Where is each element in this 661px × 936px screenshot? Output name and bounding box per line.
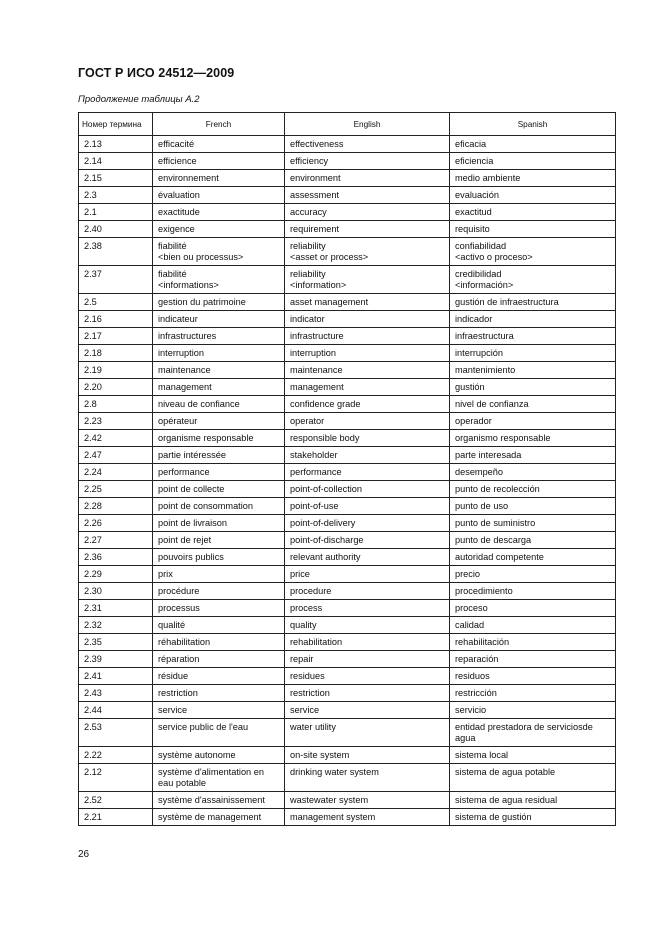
english-term-cell: confidence grade: [285, 396, 450, 413]
french-term-cell: point de livraison: [153, 515, 285, 532]
term-number-cell: 2.24: [79, 464, 153, 481]
english-term-cell: responsible body: [285, 430, 450, 447]
french-term-cell: procédure: [153, 583, 285, 600]
english-term-cell: effectiveness: [285, 136, 450, 153]
table-body: [79, 136, 616, 826]
spanish-term-cell: requisito: [450, 221, 616, 238]
french-term-cell: infrastructures: [153, 328, 285, 345]
english-term-cell: quality: [285, 617, 450, 634]
french-term-cell: organisme responsable: [153, 430, 285, 447]
table-row: [79, 238, 616, 266]
table-row: [79, 549, 616, 566]
french-term-cell: processus: [153, 600, 285, 617]
spanish-term-cell: entidad prestadora de serviciosde agua: [450, 719, 616, 747]
spanish-term-cell: punto de descarga: [450, 532, 616, 549]
term-number-cell: 2.15: [79, 170, 153, 187]
french-term-cell: restriction: [153, 685, 285, 702]
table-row: [79, 583, 616, 600]
term-number-cell: 2.41: [79, 668, 153, 685]
column-header-french: French: [153, 113, 285, 136]
table-row: [79, 447, 616, 464]
english-term-cell: management system: [285, 809, 450, 826]
table-row: [79, 685, 616, 702]
table-row: [79, 136, 616, 153]
french-term-cell: système d'alimentation en eau potable: [153, 764, 285, 792]
table-row: [79, 617, 616, 634]
term-number-cell: 2.23: [79, 413, 153, 430]
spanish-term-cell: rehabilitación: [450, 634, 616, 651]
english-term-cell: procedure: [285, 583, 450, 600]
term-number-cell: 2.27: [79, 532, 153, 549]
english-term-cell: indicator: [285, 311, 450, 328]
english-term-cell: process: [285, 600, 450, 617]
french-term-cell: point de rejet: [153, 532, 285, 549]
spanish-term-cell: punto de recolección: [450, 481, 616, 498]
english-term-cell: operator: [285, 413, 450, 430]
spanish-term-cell: nivel de confianza: [450, 396, 616, 413]
spanish-term-cell: sistema de agua potable: [450, 764, 616, 792]
term-number-cell: 2.42: [79, 430, 153, 447]
spanish-term-cell: sistema de agua residual: [450, 792, 616, 809]
term-number-cell: 2.40: [79, 221, 153, 238]
term-number-cell: 2.52: [79, 792, 153, 809]
table-row: [79, 481, 616, 498]
french-term-cell: pouvoirs publics: [153, 549, 285, 566]
french-term-cell: système autonome: [153, 747, 285, 764]
term-number-cell: 2.39: [79, 651, 153, 668]
spanish-term-cell: credibilidad <información>: [450, 266, 616, 294]
english-term-cell: efficiency: [285, 153, 450, 170]
spanish-term-cell: indicador: [450, 311, 616, 328]
spanish-term-cell: eficiencia: [450, 153, 616, 170]
spanish-term-cell: residuos: [450, 668, 616, 685]
french-term-cell: gestion du patrimoine: [153, 294, 285, 311]
table-row: [79, 515, 616, 532]
table-row: [79, 294, 616, 311]
term-number-cell: 2.38: [79, 238, 153, 266]
spanish-term-cell: desempeño: [450, 464, 616, 481]
spanish-term-cell: proceso: [450, 600, 616, 617]
table-row: [79, 747, 616, 764]
spanish-term-cell: organismo responsable: [450, 430, 616, 447]
spanish-term-cell: mantenimiento: [450, 362, 616, 379]
english-term-cell: environment: [285, 170, 450, 187]
french-term-cell: environnement: [153, 170, 285, 187]
table-row: [79, 566, 616, 583]
term-number-cell: 2.37: [79, 266, 153, 294]
term-number-cell: 2.8: [79, 396, 153, 413]
spanish-term-cell: operador: [450, 413, 616, 430]
term-number-cell: 2.30: [79, 583, 153, 600]
table-row: [79, 362, 616, 379]
table-row: [79, 379, 616, 396]
english-term-cell: point-of-delivery: [285, 515, 450, 532]
english-term-cell: stakeholder: [285, 447, 450, 464]
table-row: [79, 413, 616, 430]
table-row: [79, 634, 616, 651]
term-number-cell: 2.1: [79, 204, 153, 221]
spanish-term-cell: eficacia: [450, 136, 616, 153]
english-term-cell: point-of-use: [285, 498, 450, 515]
term-number-cell: 2.53: [79, 719, 153, 747]
term-number-cell: 2.16: [79, 311, 153, 328]
french-term-cell: prix: [153, 566, 285, 583]
french-term-cell: performance: [153, 464, 285, 481]
spanish-term-cell: gustión: [450, 379, 616, 396]
french-term-cell: service public de l'eau: [153, 719, 285, 747]
french-term-cell: point de consommation: [153, 498, 285, 515]
term-number-cell: 2.43: [79, 685, 153, 702]
table-row: [79, 668, 616, 685]
table-row: [79, 792, 616, 809]
french-term-cell: interruption: [153, 345, 285, 362]
french-term-cell: opérateur: [153, 413, 285, 430]
table-row: [79, 498, 616, 515]
french-term-cell: fiabilité <bien ou processus>: [153, 238, 285, 266]
english-term-cell: relevant authority: [285, 549, 450, 566]
english-term-cell: interruption: [285, 345, 450, 362]
english-term-cell: restriction: [285, 685, 450, 702]
spanish-term-cell: exactitud: [450, 204, 616, 221]
english-term-cell: reliability <information>: [285, 266, 450, 294]
term-number-cell: 2.13: [79, 136, 153, 153]
table-row: [79, 153, 616, 170]
term-number-cell: 2.35: [79, 634, 153, 651]
spanish-term-cell: autoridad competente: [450, 549, 616, 566]
table-row: [79, 345, 616, 362]
table-row: [79, 702, 616, 719]
table-row: [79, 170, 616, 187]
table-row: [79, 719, 616, 747]
french-term-cell: point de collecte: [153, 481, 285, 498]
french-term-cell: évaluation: [153, 187, 285, 204]
english-term-cell: point-of-collection: [285, 481, 450, 498]
term-number-cell: 2.3: [79, 187, 153, 204]
english-term-cell: rehabilitation: [285, 634, 450, 651]
table-header-row: [79, 113, 616, 136]
english-term-cell: asset management: [285, 294, 450, 311]
table-row: [79, 266, 616, 294]
spanish-term-cell: infraestructura: [450, 328, 616, 345]
spanish-term-cell: precio: [450, 566, 616, 583]
term-number-cell: 2.19: [79, 362, 153, 379]
english-term-cell: requirement: [285, 221, 450, 238]
document-title: ГОСТ Р ИСО 24512—2009: [78, 66, 235, 80]
french-term-cell: service: [153, 702, 285, 719]
french-term-cell: niveau de confiance: [153, 396, 285, 413]
spanish-term-cell: procedimiento: [450, 583, 616, 600]
table-row: [79, 311, 616, 328]
term-number-cell: 2.18: [79, 345, 153, 362]
french-term-cell: efficience: [153, 153, 285, 170]
english-term-cell: reliability <asset or process>: [285, 238, 450, 266]
term-number-cell: 2.21: [79, 809, 153, 826]
spanish-term-cell: punto de suministro: [450, 515, 616, 532]
spanish-term-cell: restricción: [450, 685, 616, 702]
english-term-cell: on-site system: [285, 747, 450, 764]
table-row: [79, 809, 616, 826]
term-number-cell: 2.20: [79, 379, 153, 396]
french-term-cell: maintenance: [153, 362, 285, 379]
french-term-cell: exactitude: [153, 204, 285, 221]
table-row: [79, 396, 616, 413]
page-number: 26: [78, 849, 90, 860]
spanish-term-cell: servicio: [450, 702, 616, 719]
spanish-term-cell: evaluación: [450, 187, 616, 204]
english-term-cell: water utility: [285, 719, 450, 747]
table-row: [79, 651, 616, 668]
english-term-cell: infrastructure: [285, 328, 450, 345]
spanish-term-cell: gustión de infraestructura: [450, 294, 616, 311]
table-row: [79, 204, 616, 221]
english-term-cell: price: [285, 566, 450, 583]
english-term-cell: residues: [285, 668, 450, 685]
french-term-cell: qualité: [153, 617, 285, 634]
spanish-term-cell: sistema local: [450, 747, 616, 764]
term-number-cell: 2.5: [79, 294, 153, 311]
column-header-spanish: Spanish: [450, 113, 616, 136]
spanish-term-cell: interrupción: [450, 345, 616, 362]
term-number-cell: 2.44: [79, 702, 153, 719]
term-number-cell: 2.17: [79, 328, 153, 345]
english-term-cell: wastewater system: [285, 792, 450, 809]
english-term-cell: assessment: [285, 187, 450, 204]
spanish-term-cell: calidad: [450, 617, 616, 634]
french-term-cell: réhabilitation: [153, 634, 285, 651]
table-row: [79, 430, 616, 447]
column-header-english: English: [285, 113, 450, 136]
table-row: [79, 600, 616, 617]
term-number-cell: 2.32: [79, 617, 153, 634]
term-number-cell: 2.25: [79, 481, 153, 498]
english-term-cell: accuracy: [285, 204, 450, 221]
french-term-cell: résidue: [153, 668, 285, 685]
term-number-cell: 2.12: [79, 764, 153, 792]
term-number-cell: 2.26: [79, 515, 153, 532]
term-number-cell: 2.29: [79, 566, 153, 583]
term-number-cell: 2.31: [79, 600, 153, 617]
english-term-cell: service: [285, 702, 450, 719]
terms-table: [78, 112, 616, 826]
term-number-cell: 2.28: [79, 498, 153, 515]
spanish-term-cell: parte interesada: [450, 447, 616, 464]
french-term-cell: efficacité: [153, 136, 285, 153]
table-row: [79, 464, 616, 481]
french-term-cell: indicateur: [153, 311, 285, 328]
term-number-cell: 2.36: [79, 549, 153, 566]
spanish-term-cell: sistema de gustión: [450, 809, 616, 826]
english-term-cell: maintenance: [285, 362, 450, 379]
english-term-cell: performance: [285, 464, 450, 481]
french-term-cell: exigence: [153, 221, 285, 238]
spanish-term-cell: medio ambiente: [450, 170, 616, 187]
table-row: [79, 328, 616, 345]
spanish-term-cell: confiabilidad <activo o proceso>: [450, 238, 616, 266]
spanish-term-cell: punto de uso: [450, 498, 616, 515]
table-row: [79, 532, 616, 549]
french-term-cell: réparation: [153, 651, 285, 668]
french-term-cell: système de management: [153, 809, 285, 826]
english-term-cell: point-of-discharge: [285, 532, 450, 549]
term-number-cell: 2.14: [79, 153, 153, 170]
table-row: [79, 221, 616, 238]
spanish-term-cell: reparación: [450, 651, 616, 668]
table-caption: Продолжение таблицы А.2: [78, 94, 200, 105]
english-term-cell: management: [285, 379, 450, 396]
french-term-cell: système d'assainissement: [153, 792, 285, 809]
term-number-cell: 2.22: [79, 747, 153, 764]
term-number-cell: 2.47: [79, 447, 153, 464]
column-header-term-number: Номер термина: [79, 113, 153, 136]
french-term-cell: management: [153, 379, 285, 396]
french-term-cell: fiabilité <informations>: [153, 266, 285, 294]
table-row: [79, 187, 616, 204]
table-row: [79, 764, 616, 792]
french-term-cell: partie intéressée: [153, 447, 285, 464]
english-term-cell: drinking water system: [285, 764, 450, 792]
english-term-cell: repair: [285, 651, 450, 668]
